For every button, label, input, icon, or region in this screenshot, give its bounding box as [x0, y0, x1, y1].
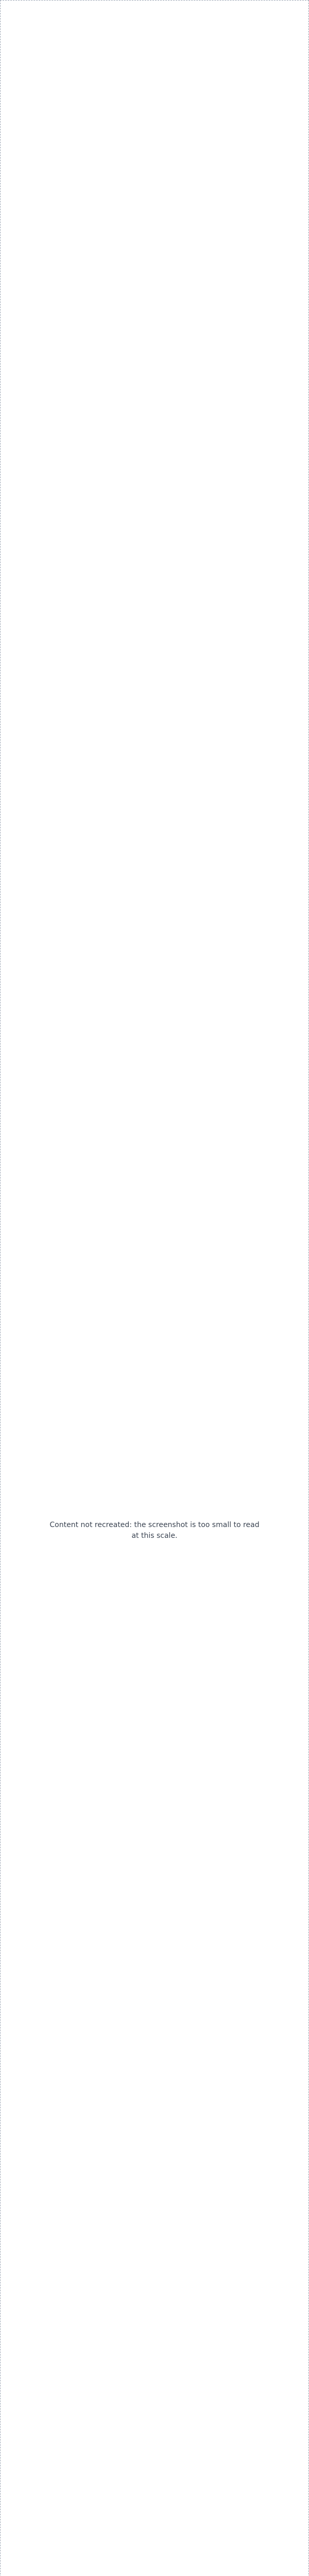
placeholder-notice: Content not recreated: the screenshot is too small to read at this scale.	[49, 1521, 260, 1540]
